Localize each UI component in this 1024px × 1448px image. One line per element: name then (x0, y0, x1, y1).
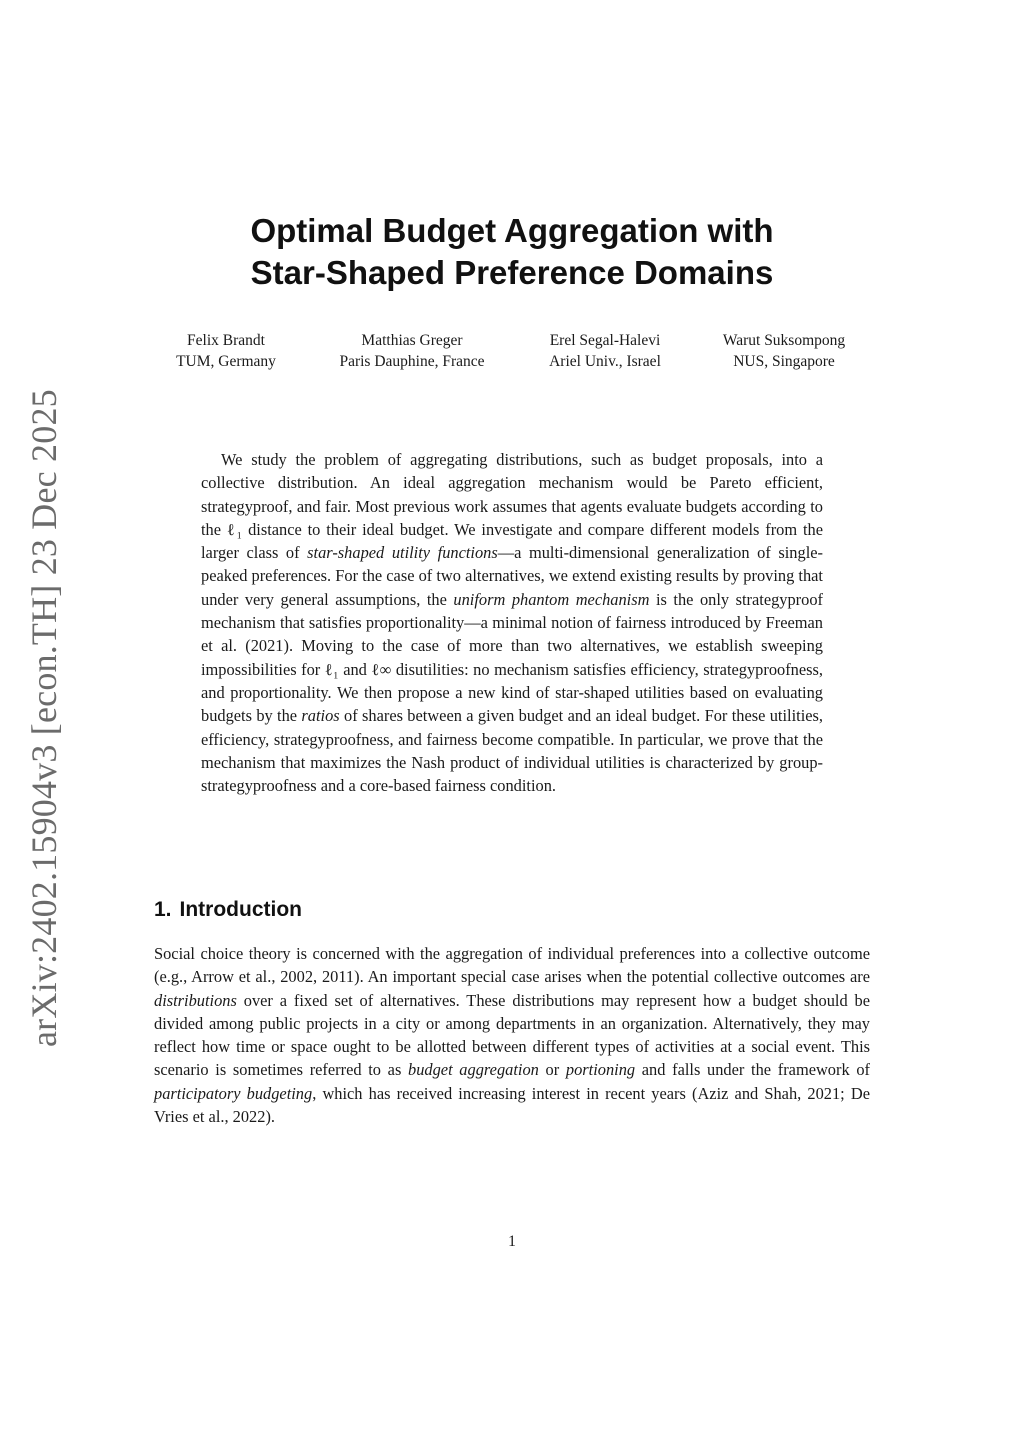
section-number: 1. (154, 898, 172, 921)
author-name: Warut Suksompong (722, 332, 846, 349)
intro-text: Social choice theory is concerned with the aggregation of individual preferences into a collective outcome (e.g., Arrow et al., 2002, 2011). An important special case arises when the potential collective outcomes are (154, 944, 870, 987)
intro-text: and falls under the framework of (635, 1060, 870, 1080)
paper-title (150, 210, 874, 294)
arxiv-identifier: arXiv:2402.15904v3 [econ.TH] 23 Dec 2025 (24, 389, 64, 1047)
author-3 (530, 330, 680, 372)
intro-emphasis: portioning (565, 1060, 636, 1080)
intro-text: over a fixed set of alternatives. These distributions may represent how a budget should be divided among public projects in a city or among departments in an organization. Alternatively, they may reflect how time or space ought to be allotted between different types of activities at a social event. This scenario is sometimes referred to as (154, 990, 870, 1080)
author-name: Felix Brandt (187, 332, 265, 349)
abstract-text: of shares between a given budget and an ideal budget. For these utilities, efficiency, strategyproofness, and fairness become compatible. In particular, we prove that the mechanism that maximizes the Nash product of individual utilities is characterized by group-strategyproofness and a core-based fairness condition. (201, 706, 824, 796)
intro-paragraph (154, 942, 870, 1128)
author-name: Erel Segal-Halevi (549, 332, 661, 349)
author-2 (317, 330, 507, 372)
author-1 (158, 330, 294, 372)
author-affiliation: Ariel Univ., Israel (549, 353, 661, 370)
introduction-body (154, 942, 870, 1128)
author-affiliation: TUM, Germany (176, 353, 276, 370)
author-block (0, 330, 1024, 380)
author-4 (702, 330, 866, 372)
abstract-emphasis: uniform phantom mechanism (453, 589, 650, 609)
section-heading-introduction (154, 896, 310, 924)
intro-emphasis: participatory budgeting (154, 1083, 313, 1103)
abstract-text: We study the problem of aggregating distributions, such as budget proposals, into a collective distribution. An ideal aggregation mechanism would be Pareto efficient, strategyproof, and fair. Most previous work assumes that agents evaluate budgets according to the ℓ₁ distance to their ideal budget. We investigate and compare different models from the larger class of (201, 450, 823, 563)
section-title: Introduction (179, 898, 302, 921)
abstract-emphasis: ratios (301, 706, 340, 726)
title-line-2: Star-Shaped Preference Domains (250, 254, 774, 291)
author-name: Matthias Greger (361, 332, 463, 349)
title-line-1: Optimal Budget Aggregation with (250, 212, 774, 249)
author-affiliation: Paris Dauphine, France (339, 353, 485, 370)
author-affiliation: NUS, Singapore (733, 353, 835, 370)
intro-text: , which has received increasing interest in recent years (Aziz and Shah, 2021; De Vries et al., 2022). (154, 1083, 870, 1127)
intro-emphasis: distributions (154, 990, 237, 1010)
abstract-text: —a multi-dimensional generalization of single-peaked preferences. For the case of two alternatives, we extend existing results by proving that under very general assumptions, the (201, 543, 823, 609)
abstract-text: is the only strategyproof mechanism that satisfies proportionality—a minimal notion of fairness introduced by Freeman et al. (2021). Moving to the case of more than two alternatives, we establish sweeping impossibilities for ℓ₁ and ℓ∞ disutilities: no mechanism satisfies efficiency, strategyproofness, and proportionality. We then propose a new kind of star-shaped utilities based on evaluating budgets by the (201, 589, 823, 726)
abstract-emphasis: star-shaped utility functions (307, 543, 498, 563)
intro-emphasis: budget aggregation (408, 1060, 539, 1080)
intro-text: or (538, 1060, 566, 1080)
page-number: 1 (508, 1233, 516, 1250)
abstract-paragraph (201, 448, 823, 797)
abstract (201, 448, 823, 797)
